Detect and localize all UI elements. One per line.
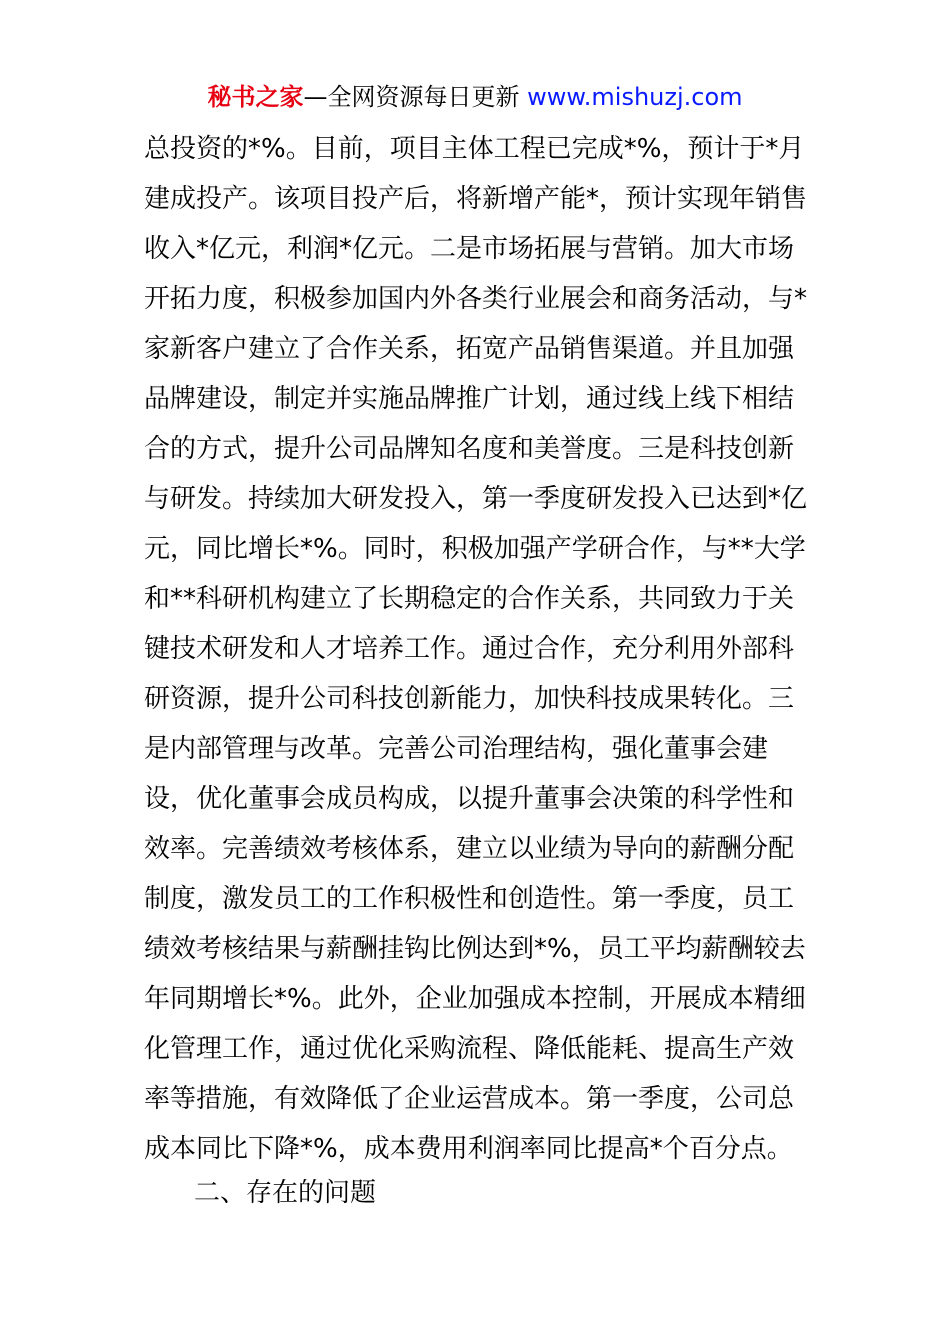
body-line: 绩效考核结果与薪酬挂钩比例达到*%，员工平均薪酬较去: [144, 934, 806, 964]
body-line: 制度，激发员工的工作积极性和创造性。第一季度，员工: [144, 884, 795, 914]
body-line: 开拓力度，积极参加国内外各类行业展会和商务活动，与*: [144, 284, 808, 314]
body-line: 与研发。持续加大研发投入，第一季度研发投入已达到*亿: [144, 484, 808, 514]
site-header: [0, 80, 950, 114]
body-line: 合的方式，提升公司品牌知名度和美誉度。三是科技创新: [144, 434, 795, 464]
body-line: 率等措施，有效降低了企业运营成本。第一季度，公司总: [144, 1084, 795, 1114]
body-line: 是内部管理与改革。完善公司治理结构，强化董事会建: [144, 734, 769, 764]
body-line: 设，优化董事会成员构成，以提升董事会决策的科学性和: [144, 784, 795, 814]
section-heading: 二、存在的问题: [194, 1178, 377, 1208]
document-body: [144, 124, 808, 1174]
body-line: 年同期增长*%。此外，企业加强成本控制，开展成本精细: [144, 984, 806, 1014]
body-line: 元，同比增长*%。同时，积极加强产学研合作，与**大学: [144, 534, 806, 564]
brand-name: 秘书之家: [207, 83, 304, 111]
body-line: 成本同比下降*%，成本费用利润率同比提高*个百分点。: [144, 1134, 793, 1164]
body-line: 研资源，提升公司科技创新能力，加快科技成果转化。三: [144, 684, 795, 714]
body-line: 家新客户建立了合作关系，拓宽产品销售渠道。并且加强: [144, 334, 795, 364]
body-line: 总投资的*%。目前，项目主体工程已完成*%，预计于*月: [144, 134, 805, 164]
body-line: 建成投产。该项目投产后，将新增产能*，预计实现年销售: [144, 184, 808, 214]
header-tagline: —全网资源每日更新: [303, 83, 528, 111]
body-line: 键技术研发和人才培养工作。通过合作，充分利用外部科: [144, 634, 795, 664]
body-line: 效率。完善绩效考核体系，建立以业绩为导向的薪酬分配: [144, 834, 795, 864]
body-line: 品牌建设，制定并实施品牌推广计划，通过线上线下相结: [144, 384, 795, 414]
body-line: 收入*亿元，利润*亿元。二是市场拓展与营销。加大市场: [144, 234, 795, 264]
site-url-link[interactable]: www.mishuzj.com: [527, 83, 743, 111]
body-line: 化管理工作，通过优化采购流程、降低能耗、提高生产效: [144, 1034, 795, 1064]
body-line: 和**科研机构建立了长期稳定的合作关系，共同致力于关: [144, 584, 795, 614]
